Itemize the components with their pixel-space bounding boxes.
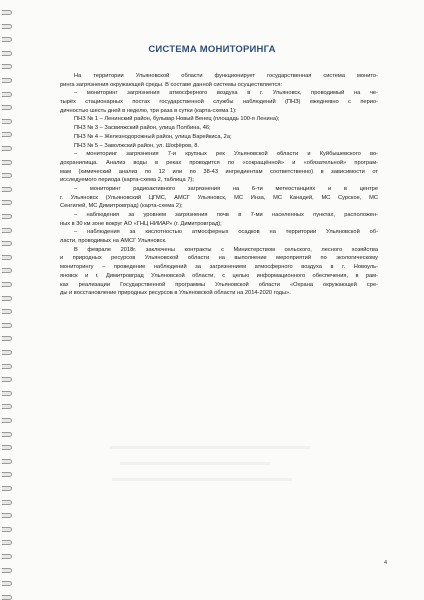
binding-ring bbox=[2, 595, 12, 600]
binding-ring bbox=[2, 200, 12, 205]
binding-ring bbox=[2, 255, 12, 260]
binding-ring bbox=[2, 119, 12, 124]
binding-ring bbox=[2, 78, 12, 83]
binding-ring bbox=[2, 187, 12, 192]
binding-ring bbox=[2, 24, 12, 29]
text-line: – наблюдения за кислотностью атмосферных осадков на территории Ульяновской об- bbox=[74, 229, 378, 236]
text-line: – мониторинг загрязнения 7-и крупных рек Ульяновской области и Куйбышевского во- bbox=[74, 151, 378, 158]
binding-ring bbox=[2, 377, 12, 382]
binding-ring bbox=[2, 554, 12, 559]
bleed-through-text bbox=[112, 478, 292, 481]
binding-ring bbox=[2, 228, 12, 233]
binding-ring bbox=[2, 527, 12, 532]
text-line: и природных ресурсов Ульяновской области на выполнение мероприятий по экологическому bbox=[60, 255, 378, 262]
binding-ring bbox=[2, 581, 12, 586]
binding-ring bbox=[2, 350, 12, 355]
bleed-through-text bbox=[110, 446, 310, 449]
binding-ring bbox=[2, 173, 12, 178]
binding-ring bbox=[2, 472, 12, 477]
text-line: тырёх стационарных постах государственной службы наблюдений (ПНЗ) ежедневно с перио- bbox=[60, 99, 378, 106]
page-title: СИСТЕМА МОНИТОРИНГА bbox=[148, 44, 276, 55]
text-line: ПНЗ № 5 – Заволжский район, ул. Шофёров, 8. bbox=[74, 142, 199, 149]
text-line: – наблюдения за уровнем загрязнения почв в 7-ми населенных пунктах, расположен- bbox=[74, 212, 378, 218]
binding-ring bbox=[2, 296, 12, 301]
binding-ring bbox=[2, 364, 12, 369]
text-line: г. Ульяновск (Ульяновский ЦГМС, АМСГ Ульяновск, МС Инза, МС Канадей, МС Сурское, МС bbox=[60, 194, 378, 201]
binding-ring bbox=[2, 309, 12, 314]
binding-ring bbox=[2, 459, 12, 464]
binding-ring bbox=[2, 418, 12, 423]
binding-ring bbox=[2, 500, 12, 505]
binding-ring bbox=[2, 513, 12, 518]
binding-ring bbox=[2, 10, 12, 15]
binding-ring bbox=[2, 214, 12, 219]
bleed-through-text bbox=[120, 462, 270, 465]
text-line: яновск и г. Димитровград Ульяновской области, с целью информационного обеспечения, в рам- bbox=[60, 272, 378, 279]
text-line: дичностью шесть дней в неделю, три раза в сутки (карта-схема 1): bbox=[60, 107, 237, 114]
binding-ring bbox=[2, 132, 12, 137]
text-line: В феврале 2018г. заключены контракты с Министерством сельского, лесного хозяйства bbox=[74, 246, 378, 253]
text-line: исследуемого периода (карта-схема 2, таблица 7); bbox=[60, 177, 194, 184]
binding-ring bbox=[2, 486, 12, 491]
text-line: – мониторинг загрязнения атмосферного воздуха в г. Ульяновск, проводимый на че- bbox=[74, 90, 378, 97]
binding-ring bbox=[2, 105, 12, 110]
body-text bbox=[60, 72, 378, 298]
binding-ring bbox=[2, 323, 12, 328]
binding-ring bbox=[2, 64, 12, 69]
text-line: – мониторинг радиоактивного загрязнения на 6-ти метеостанциях и в центре bbox=[74, 185, 378, 192]
binding-ring bbox=[2, 336, 12, 341]
text-line: На территории Ульяновской области функционирует государственная система монито- bbox=[74, 73, 378, 79]
binding-ring bbox=[2, 146, 12, 151]
text-line: ринга загрязнения окружающей среды. В составе данной системы осуществляется: bbox=[60, 81, 283, 88]
text-line: ных в 30 км зоне вокруг АО «ГНЦ НИИАР» (г. Димитровград); bbox=[60, 220, 222, 227]
text-line: дохранилища. Анализ воды в реках проводится по «сокращённой» и «обязательной» програм- bbox=[60, 159, 378, 166]
binding-ring bbox=[2, 404, 12, 409]
text-line: мониторингу – проведение наблюдений за загрязнением атмосферного воздуха в г. Новоуль- bbox=[60, 264, 378, 271]
binding-ring bbox=[2, 568, 12, 573]
text-line: ПНЗ № 1 – Ленинский район, бульвар Новый Венец (площадь 100-я Ленина); bbox=[74, 116, 280, 123]
binding-ring bbox=[2, 391, 12, 396]
text-line: мам (химический анализ по 12 или по 38-43 ингредиентам соответственно) в зависимости от bbox=[60, 168, 378, 175]
binding-ring bbox=[2, 432, 12, 437]
spiral-binding bbox=[0, 0, 14, 600]
text-line: ПНЗ № 3 – Засвияжский район, улица Полбина, 46; bbox=[74, 125, 211, 132]
binding-ring bbox=[2, 540, 12, 545]
binding-ring bbox=[2, 37, 12, 42]
binding-ring bbox=[2, 268, 12, 273]
text-line: ках реализации Государственной программы Ульяновской области «Охрана окружающей сре- bbox=[60, 281, 378, 288]
text-line: ПНЗ № 4 – Железнодорожный район, улица Варейкиса, 2а; bbox=[74, 133, 232, 140]
text-line: Сенгилей, МС Димитровград) (карта-схема 2); bbox=[60, 203, 183, 210]
binding-ring bbox=[2, 160, 12, 165]
text-line: ды и восстановление природных ресурсов в Ульяновской области на 2014-2020 годы». bbox=[60, 290, 291, 297]
text-line: ласти, проводимых на АМСГ Ульяновск. bbox=[60, 238, 167, 245]
binding-ring bbox=[2, 241, 12, 246]
binding-ring bbox=[2, 282, 12, 287]
binding-ring bbox=[2, 445, 12, 450]
page-number: 4 bbox=[384, 560, 388, 566]
binding-ring bbox=[2, 92, 12, 97]
